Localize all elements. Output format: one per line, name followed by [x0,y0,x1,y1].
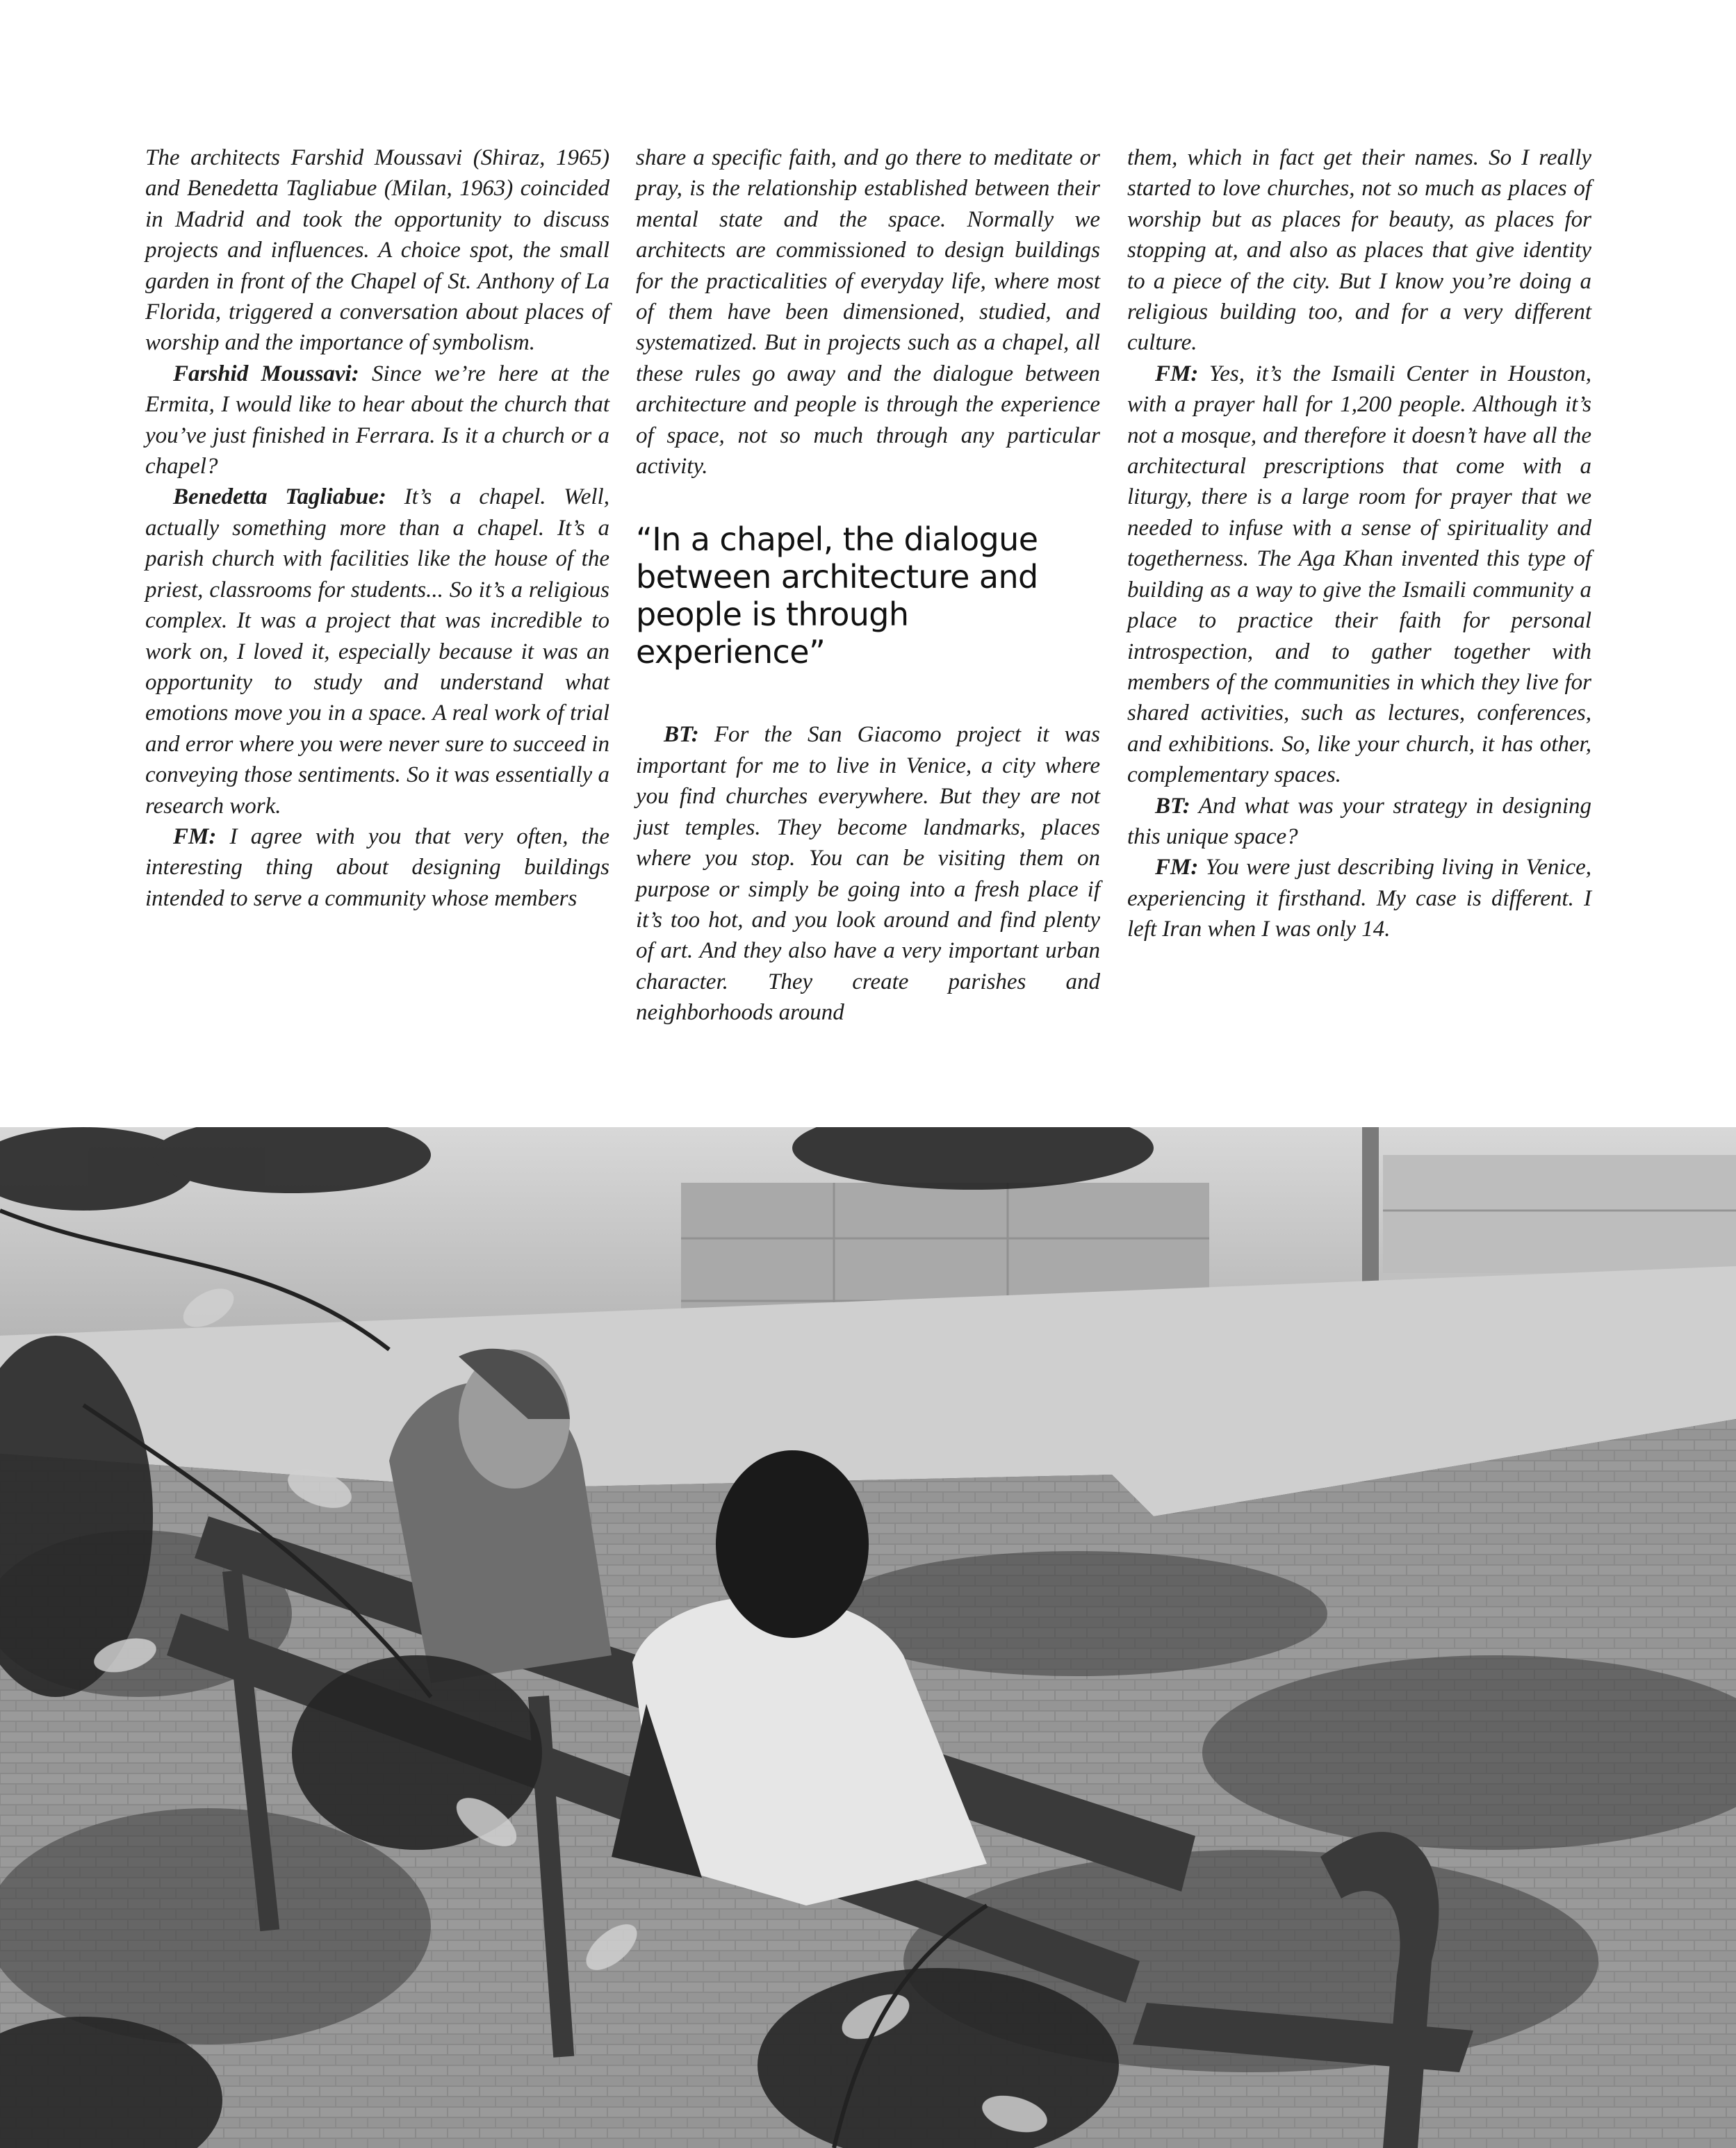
drain-pipe [1362,1127,1379,1287]
speaker-label: Farshid Moussavi: [173,361,359,386]
paragraph-tagliabue-answer [145,482,609,821]
paragraph-fm-ismaili [1127,359,1591,791]
intro-paragraph: The architects Farshid Moussavi (Shiraz, 1965) and Benedetta Tagliabue (Milan, 1963) coincided in Madrid and took the opportunity to discuss projects and influences. A choice spot, the small garden in front of the Chapel of St. Anthony of La Florida, triggered a conversation about places of worship and the importance of symbolism. [145,145,609,356]
paragraph-bt-venice [636,719,1100,1028]
article-column-3 [1127,142,1591,945]
photo-illustration [0,1127,1736,2148]
stone-plinth [1383,1155,1736,1273]
paragraph-bt-question [1127,791,1591,853]
article-column-1 [145,142,609,914]
speaker-label: FM: [173,823,217,849]
paragraph-text: Yes, it’s the Ismaili Center in Houston, with a prayer hall for 1,200 people. Although it’s not a mosque, and therefore it doesn’t have all the architectural prescriptions that come with a liturgy, there is a large room for prayer that we needed to infuse with a sense of spirituality and togetherness. The Aga Khan invented this type of building as a way to give the Ismaili community a place to practice their faith for personal introspection, and to gather together with members of the communities in which they live for shared activities, such as lectures, conferences, and exhibitions. So, like your church, it has other, complementary spaces. [1127,361,1591,788]
paragraph-continued: them, which in fact get their names. So I really started to love churches, not so much as places of worship but as places for beauty, as places for stopping at, and also as places that give identity to a piece of the city. But I know you’re doing a religious building too, and for a very different culture. [1127,145,1591,356]
speaker-label: FM: [1155,361,1199,386]
paragraph-fm-reply [145,821,609,914]
paragraph-text: I agree with you that very often, the interesting thing about designing buildings intended to serve a community whose members [145,823,609,911]
paragraph-text: You were just describing living in Venice, experiencing it firsthand. My case is different. I left Iran when I was only 14. [1127,855,1591,942]
paragraph-text: For the San Giacomo project it was important for me to live in Venice, a city where you find churches everywhere. But they are not just temples. They become landmarks, places where you stop. You can be visiting them on purpose or simply be going into a fresh place if it’s too hot, and you look around and find plenty of art. And they also have a very important urban character. They create parishes and neighborhoods around [636,722,1100,1026]
pull-quote: “In a chapel, the dialogue between architecture and people is through experience” [636,520,1038,671]
speaker-label: BT: [1155,793,1190,819]
speaker-label: Benedetta Tagliabue: [173,484,386,510]
paragraph-text: And what was your strategy in designing this unique space? [1127,793,1591,849]
two-women-on-bench-photo [0,1127,1736,2148]
speaker-label: FM: [1155,855,1199,880]
article-column-2 [636,142,1100,1028]
paragraph-continued: share a specific faith, and go there to meditate or pray, is the relationship established between their mental state and the space. Normally we architects are commissioned to design buildings for the practicalities of everyday life, where most of them have been dimensioned, studied, and systematized. But in projects such as a chapel, all these rules go away and the dialogue between architecture and people is through the experience of space, not so much through any particular activity. [636,145,1100,479]
paragraph-text: It’s a chapel. Well, actually something more than a chapel. It’s a parish church with facilities like the house of the priest, classrooms for students... So it’s a religious complex. It was a project that was incredible to work on, I loved it, especially because it was an opportunity to study and understand what emotions move you in a space. A real work of trial and error where you were never sure to succeed in conveying those sentiments. So it was essentially a research work. [145,484,609,819]
speaker-label: BT: [664,722,699,748]
paragraph-moussavi-question [145,359,609,482]
paragraph-text: Since we’re here at the Ermita, I would like to hear about the church that you’ve just finished in Ferrara. Is it a church or a chapel? [145,361,609,479]
paragraph-fm-iran [1127,852,1591,944]
